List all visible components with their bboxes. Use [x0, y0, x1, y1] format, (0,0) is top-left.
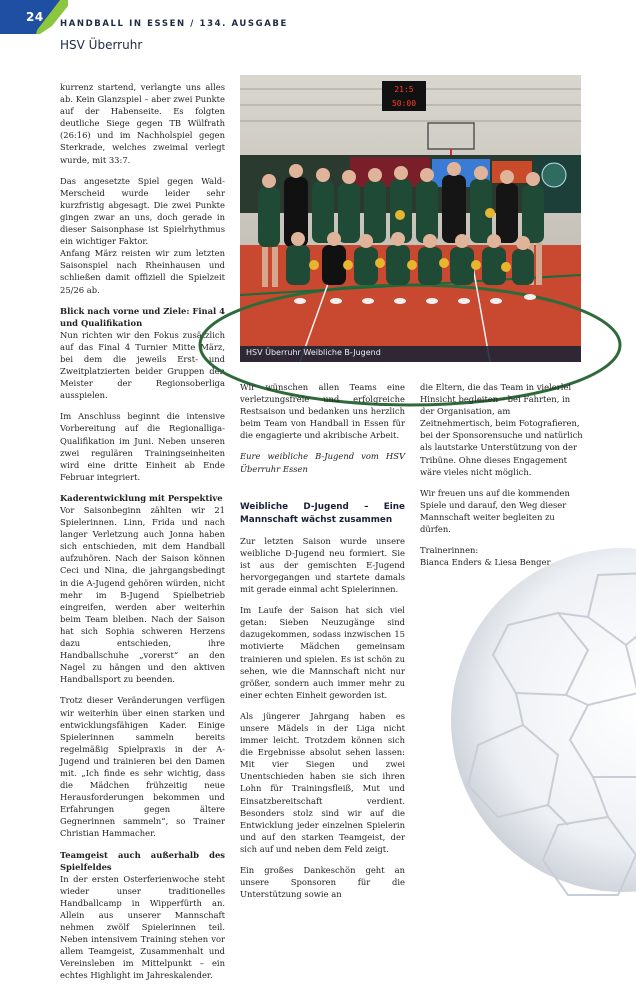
paragraph: Im Laufe der Saison hat sich viel getan: Sieben Neuzugänge sind dazugekommen, sodass inzwischen 15 motivierte Mädchen gemeinsam trainieren und spielen. Es ist schön zu sehen, wie die Mannschaft nicht nur größer, sondern auch immer mehr zu einer echten Einheit geworden ist.: [240, 605, 405, 700]
magazine-title: HANDBALL IN ESSEN / 134. AUSGABE: [60, 19, 288, 29]
article-column-1: [60, 81, 225, 991]
article-column-3: [420, 381, 585, 577]
page-number: 24: [26, 10, 44, 24]
paragraph: Im Anschluss beginnt die intensive Vorbereitung auf die Regionalliga-Qualifikation im Juni. Neben unseren zwei regulären Trainingseinheiten wird eine dritte Einheit ab Ende Februar integriert.: [60, 411, 225, 482]
section-subtitle: HSV Überruhr: [60, 38, 143, 52]
coaches-names: Bianca Enders & Liesa Benger: [420, 557, 551, 568]
scoreboard-time: 50:00: [391, 99, 417, 108]
paragraph: Wir freuen uns auf die kommenden Spiele und darauf, den Weg dieser Mannschaft weiter begleiten zu dürfen.: [420, 487, 570, 535]
section-heading: Teamgeist auch außerhalb des Spielfeldes: [60, 849, 225, 872]
photo-caption-bar: [240, 346, 581, 362]
paragraph: Als jüngerer Jahrgang haben es unsere Mädels in der Liga nicht immer leicht. Trotzdem können sich die Ergebnisse absolut sehen lassen: Mit vier Siegen und zwei Unentschieden haben sie sich ihren Lohn für Trainingsfleiß, Mut und Einsatzbereitschaft verdient. Besonders stolz sind wir auf die Entwicklung jeder einzelnen Spielerin und auf den starken Teamgeist, der sich auf und neben dem Feld zeigt.: [240, 710, 405, 854]
section-heading: Kaderentwicklung mit Perspektive: [60, 492, 223, 503]
section-heading: Weibliche D-Jugend – Eine Mannschaft wächst zusammen: [240, 501, 405, 525]
paragraph: Vor Saisonbeginn zählten wir 21 Spielerinnen. Linn, Frida und nach langer Verletzung auch Jonna haben sich entschieden, mit dem Handball aufzuhören. Nach der Saison können Ceci und Nina, die jahrgangsbedingt in die A-Jugend gehören würden, nicht mehr im B-Jugend Spielbetrieb eingreifen, werden aber weiterhin beim Team bleiben. Nach der Saison hat sich Sophia schweren Herzens dazu entschieden, ihre Handballschuhe „vorerst“ an den Nagel zu hängen und den aktiven Handballsport zu beenden.: [60, 505, 225, 685]
paragraph: Das angesetzte Spiel gegen Wald-Merscheid wurde leider sehr kurzfristig abgesagt. Die zwei Punkte gingen zwar an uns, doch gerade in dieser Saisonphase ist Spielrhythmus ein wichtiger Faktor.: [60, 175, 225, 247]
coaches-label: Trainerinnen:: [420, 545, 479, 556]
paragraph: kurrenz startend, verlangte uns alles ab. Kein Glanzspiel – aber zwei Punkte auf der Habenseite. Es folgten deutliche Siege gegen TB Wülfrath (26:16) und im Nachholspiel gegen Sterkrade, welches zweimal verlegt wurde, mit 33:7.: [60, 82, 225, 165]
section-heading: Blick nach vorne und Ziele: Final 4 und Qualifikation: [60, 305, 225, 328]
team-photo: [240, 75, 581, 362]
paragraph: Anfang März reisten wir zum letzten Saisonspiel nach Rheinhausen und schließen damit offiziell die Spielzeit 25/26 ab.: [60, 248, 225, 295]
paragraph: Wir wünschen allen Teams eine verletzungsfreie und erfolgreiche Restsaison und bedanken uns herzlich beim Team von Handball in Essen für die engagierte und akribische Arbeit.: [240, 382, 405, 441]
handball-image: [448, 555, 636, 900]
article-column-2: [240, 381, 405, 909]
team-photo-illustration: [240, 75, 581, 362]
paragraph: Zur letzten Saison wurde unsere weibliche D-Jugend neu formiert. Sie ist aus der gemischten E-Jugend hervorgegangen und startete damals mit gerade einmal acht Spielerinnen.: [240, 535, 405, 595]
paragraph: Nun richten wir den Fokus zusätzlich auf das Final 4 Turnier Mitte März, bei dem die jeweils Erst- und Zweitplatzierten beider Gruppen den Meister der Regionsoberliga ausspielen.: [60, 329, 225, 401]
scoreboard-score: 21:5: [394, 85, 414, 94]
paragraph: Trotz dieser Veränderungen verfügen wir weiterhin über einen starken und entwicklungsfähigen Kader. Einige Spielerinnen sammeln bereits regelmäßig Spielpraxis in der A-Jugend und trainieren bei den Damen mit. „Ich finde es sehr wichtig, dass die Mädchen frühzeitig neue Herausforderungen bekommen und Erfahrungen gegen ältere Gegnerinnen sammeln“, so Trainer Christian Hammacher.: [60, 695, 225, 839]
paragraph: Ein großes Dankeschön geht an unsere Sponsoren für die Unterstützung sowie an: [240, 865, 405, 900]
article-signature: Eure weibliche B-Jugend vom HSV Überruhr Essen: [240, 451, 405, 474]
paragraph: die Eltern, die das Team in vielerlei Hinsicht begleiten – bei Fahrten, in der Organisation, am Zeitnehmertisch, beim Fotografieren, bei der Sponsorensuche und natürlich als lautstarke Unterstützung von der Tribüne. Ohne dieses Engagement wäre vieles nicht möglich.: [420, 382, 583, 477]
paragraph: In der ersten Osterferienwoche steht wieder unser traditionelles Handballcamp in Wipperfürth an. Allein aus unserer Mannschaft nehmen zwölf Spielerinnen teil. Neben intensivem Training stehen vor allem Teamgeist, Zusammenhalt und Vereinsleben im Mittelpunkt – ein echtes Highlight im Jahreskalender.: [60, 873, 225, 981]
photo-caption: HSV Überruhr Weibliche B-Jugend: [246, 348, 381, 357]
